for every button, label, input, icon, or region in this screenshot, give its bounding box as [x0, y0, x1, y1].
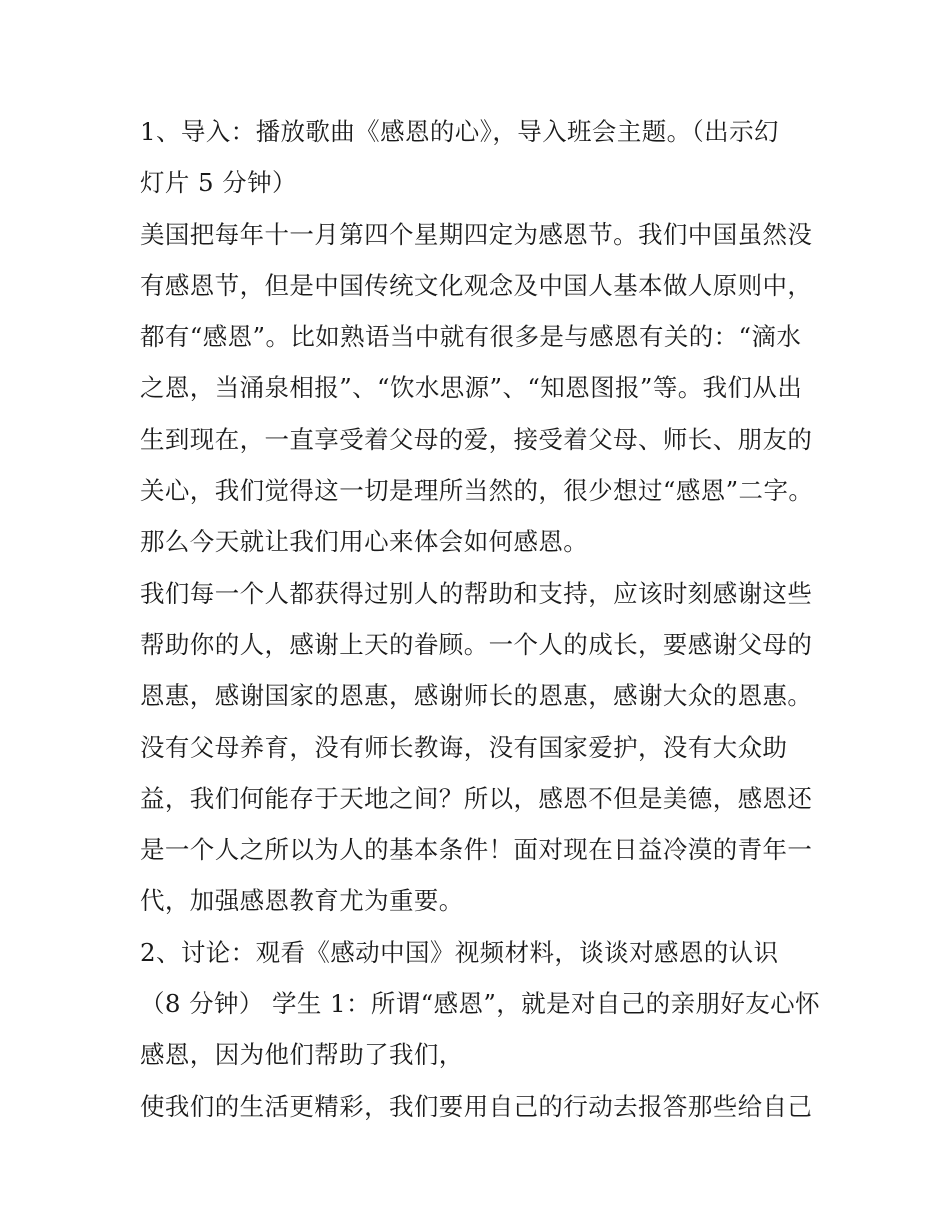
- text-line-16: 代，加强感恩教育尤为重要。: [140, 886, 464, 916]
- text-line-8: 关心，我们觉得这一切是理所当然的，很少想过“感恩”二字。: [140, 476, 814, 506]
- text-line-6: 之恩，当涌泉相报”、“饮水思源”、“知恩图报”等。我们从出: [140, 373, 803, 403]
- text-line-15: 是一个人之所以为人的基本条件！面对现在日益冷漠的青年一: [140, 835, 813, 865]
- text-line-12: 恩惠，感谢国家的恩惠，感谢师长的恩惠，感谢大众的恩惠。: [140, 681, 813, 711]
- text-line-4: 有感恩节，但是中国传统文化观念及中国人基本做人原则中，: [140, 270, 813, 300]
- text-line-11: 帮助你的人，感谢上天的眷顾。一个人的成长，要感谢父母的: [140, 629, 813, 659]
- text-line-19: 感恩，因为他们帮助了我们，: [140, 1040, 464, 1070]
- text-line-20: 使我们的生活更精彩，我们要用自己的行动去报答那些给自己: [140, 1091, 813, 1121]
- text-line-13: 没有父母养育，没有师长教诲，没有国家爱护，没有大众助: [140, 732, 788, 762]
- text-line-2: 灯片 5 分钟）: [140, 168, 297, 198]
- text-line-5: 都有“感恩”。比如熟语当中就有很多是与感恩有关的：“滴水: [140, 322, 802, 352]
- document-body: [140, 106, 820, 1132]
- text-line-14: 益，我们何能存于天地之间？所以，感恩不但是美德，感恩还: [140, 783, 813, 813]
- text-line-9: 那么今天就让我们用心来体会如何感恩。: [140, 527, 589, 557]
- text-line-10: 我们每一个人都获得过别人的帮助和支持，应该时刻感谢这些: [140, 578, 813, 608]
- text-line-3: 美国把每年十一月第四个星期四定为感恩节。我们中国虽然没: [140, 219, 813, 249]
- text-line-7: 生到现在，一直享受着父母的爱，接受着父母、师长、朋友的: [140, 424, 813, 454]
- text-line-1: 1、导入：播放歌曲《感恩的心》，导入班会主题。（出示幻: [140, 117, 779, 146]
- text-line-17: 2、讨论：观看《感动中国》视频材料，谈谈对感恩的认识: [140, 937, 779, 967]
- text-line-18: （8 分钟） 学生 1：所谓“感恩”，就是对自己的亲朋好友心怀: [140, 989, 820, 1019]
